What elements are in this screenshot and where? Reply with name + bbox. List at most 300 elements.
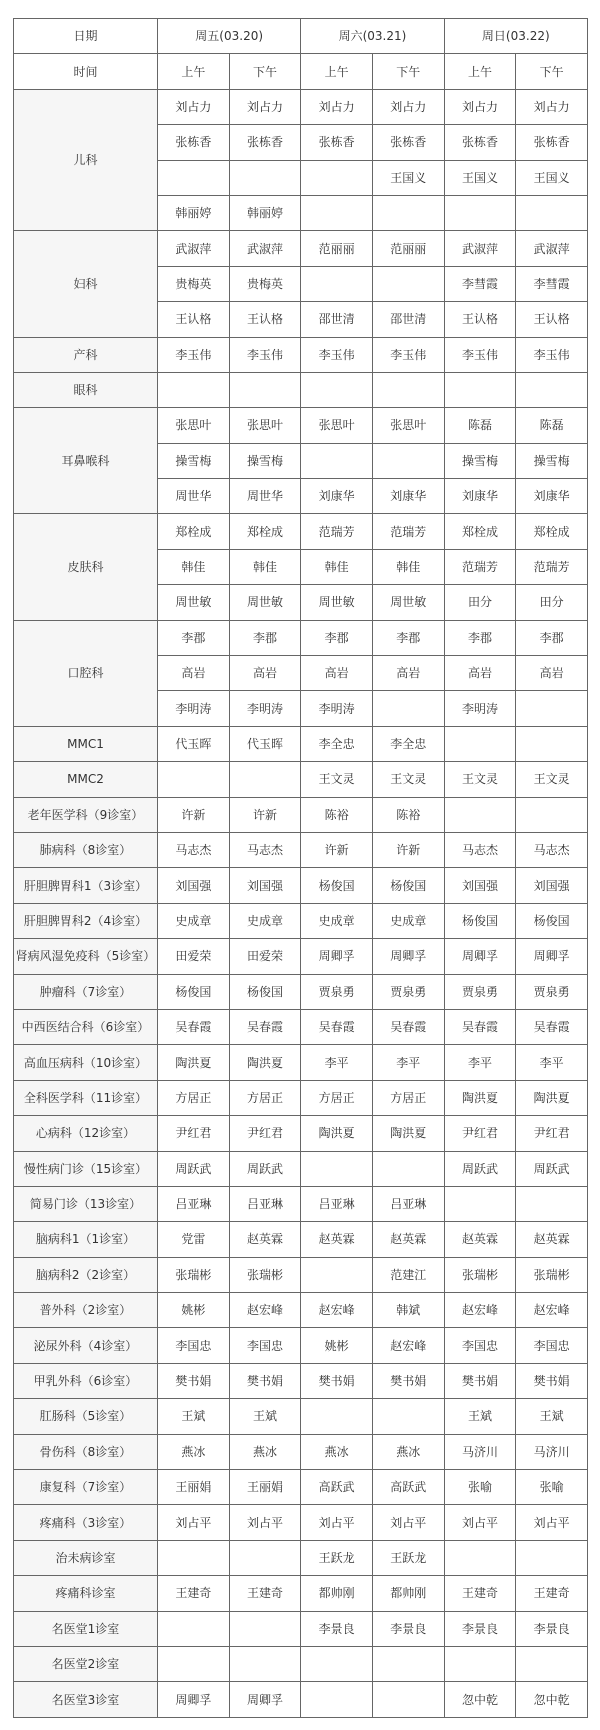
doctor-cell: 杨俊国 xyxy=(158,974,230,1009)
doctor-cell: 都帅刚 xyxy=(301,1576,373,1611)
department-name: 骨伤科（8诊室） xyxy=(14,1434,158,1469)
department-name: 眼科 xyxy=(14,372,158,407)
doctor-cell: 忽中乾 xyxy=(444,1682,516,1717)
doctor-cell: 李郡 xyxy=(301,620,373,655)
department-name: 肺病科（8诊室） xyxy=(14,832,158,867)
doctor-cell: 刘康华 xyxy=(372,479,444,514)
day-header-fri: 周五(03.20) xyxy=(158,19,301,54)
doctor-cell: 李玉伟 xyxy=(229,337,301,372)
doctor-cell: 刘国强 xyxy=(158,868,230,903)
doctor-cell: 周跃武 xyxy=(516,1151,588,1186)
table-row xyxy=(14,1540,588,1575)
schedule-container xyxy=(13,18,588,1718)
doctor-cell: 吕亚琳 xyxy=(372,1186,444,1221)
doctor-cell: 李全忠 xyxy=(372,726,444,761)
doctor-cell xyxy=(158,1646,230,1681)
doctor-cell xyxy=(158,372,230,407)
doctor-cell xyxy=(372,372,444,407)
doctor-cell: 尹红君 xyxy=(516,1116,588,1151)
doctor-cell: 王建奇 xyxy=(158,1576,230,1611)
doctor-cell: 燕冰 xyxy=(301,1434,373,1469)
doctor-cell: 刘国强 xyxy=(229,868,301,903)
department-name: 肾病风湿免疫科（5诊室） xyxy=(14,939,158,974)
doctor-cell: 田爱荣 xyxy=(229,939,301,974)
slot-header: 下午 xyxy=(516,54,588,89)
doctor-cell: 杨俊国 xyxy=(301,868,373,903)
table-row xyxy=(14,408,588,443)
department-name: 甲乳外科（6诊室） xyxy=(14,1363,158,1398)
doctor-cell: 忽中乾 xyxy=(516,1682,588,1717)
doctor-cell: 陈裕 xyxy=(372,797,444,832)
department-name: 中西医结合科（6诊室） xyxy=(14,1009,158,1044)
doctor-cell: 张瑞彬 xyxy=(444,1257,516,1292)
doctor-cell: 李郡 xyxy=(158,620,230,655)
department-name: 名医堂3诊室 xyxy=(14,1682,158,1717)
doctor-cell: 尹红君 xyxy=(229,1116,301,1151)
doctor-cell: 马志杰 xyxy=(229,832,301,867)
doctor-cell xyxy=(516,1540,588,1575)
doctor-cell: 刘康华 xyxy=(444,479,516,514)
slot-header: 下午 xyxy=(372,54,444,89)
doctor-cell xyxy=(444,195,516,230)
doctor-cell: 范瑞芳 xyxy=(516,549,588,584)
doctor-cell: 范建江 xyxy=(372,1257,444,1292)
doctor-cell xyxy=(229,1611,301,1646)
doctor-cell: 方居正 xyxy=(158,1080,230,1115)
doctor-cell: 高岩 xyxy=(158,656,230,691)
doctor-cell xyxy=(301,443,373,478)
doctor-cell: 王斌 xyxy=(444,1399,516,1434)
doctor-cell xyxy=(301,1646,373,1681)
doctor-cell: 李国忠 xyxy=(516,1328,588,1363)
department-name: 高血压病科（10诊室） xyxy=(14,1045,158,1080)
table-row xyxy=(14,797,588,832)
doctor-cell: 韩丽婷 xyxy=(158,195,230,230)
doctor-cell: 刘占平 xyxy=(516,1505,588,1540)
doctor-cell: 张思叶 xyxy=(301,408,373,443)
doctor-cell: 赵宏峰 xyxy=(372,1328,444,1363)
doctor-cell: 张栋香 xyxy=(229,125,301,160)
doctor-cell: 都帅刚 xyxy=(372,1576,444,1611)
table-row xyxy=(14,372,588,407)
doctor-cell xyxy=(372,443,444,478)
doctor-cell: 韩斌 xyxy=(372,1293,444,1328)
doctor-cell: 马志杰 xyxy=(158,832,230,867)
doctor-cell: 李景良 xyxy=(516,1611,588,1646)
doctor-cell: 李平 xyxy=(372,1045,444,1080)
doctor-cell: 周卿孚 xyxy=(444,939,516,974)
doctor-cell xyxy=(158,1540,230,1575)
doctor-cell xyxy=(301,372,373,407)
doctor-cell: 王文灵 xyxy=(516,762,588,797)
doctor-cell xyxy=(229,160,301,195)
doctor-cell: 张瑞彬 xyxy=(229,1257,301,1292)
doctor-cell xyxy=(301,195,373,230)
doctor-cell: 赵宏峰 xyxy=(444,1293,516,1328)
doctor-cell xyxy=(301,1257,373,1292)
doctor-cell xyxy=(301,1151,373,1186)
doctor-cell: 高跃武 xyxy=(372,1470,444,1505)
doctor-cell: 杨俊国 xyxy=(444,903,516,938)
table-row xyxy=(14,726,588,761)
doctor-cell: 张喻 xyxy=(444,1470,516,1505)
doctor-cell: 樊书娟 xyxy=(158,1363,230,1398)
doctor-cell: 贵梅英 xyxy=(229,266,301,301)
doctor-cell: 田爱荣 xyxy=(158,939,230,974)
doctor-cell: 周世敏 xyxy=(372,585,444,620)
time-label: 时间 xyxy=(14,54,158,89)
doctor-cell: 方居正 xyxy=(301,1080,373,1115)
doctor-cell: 郑栓成 xyxy=(229,514,301,549)
department-name: 肿瘤科（7诊室） xyxy=(14,974,158,1009)
doctor-cell: 范瑞芳 xyxy=(372,514,444,549)
doctor-cell: 李明涛 xyxy=(301,691,373,726)
time-header-row xyxy=(14,54,588,89)
doctor-cell: 张瑞彬 xyxy=(158,1257,230,1292)
department-name: 疼痛科（3诊室） xyxy=(14,1505,158,1540)
table-row xyxy=(14,1257,588,1292)
doctor-cell: 马志杰 xyxy=(444,832,516,867)
doctor-cell: 周跃武 xyxy=(444,1151,516,1186)
doctor-cell: 李明涛 xyxy=(229,691,301,726)
doctor-cell: 李郡 xyxy=(516,620,588,655)
doctor-cell: 王文灵 xyxy=(444,762,516,797)
doctor-cell: 刘占力 xyxy=(444,89,516,124)
slot-header: 上午 xyxy=(444,54,516,89)
doctor-cell: 王文灵 xyxy=(372,762,444,797)
doctor-cell: 武淑萍 xyxy=(444,231,516,266)
doctor-cell: 燕冰 xyxy=(158,1434,230,1469)
doctor-cell: 李明涛 xyxy=(158,691,230,726)
doctor-cell xyxy=(301,1682,373,1717)
doctor-cell: 刘占平 xyxy=(301,1505,373,1540)
doctor-cell: 王国义 xyxy=(372,160,444,195)
doctor-cell: 王跃龙 xyxy=(301,1540,373,1575)
doctor-cell: 李景良 xyxy=(444,1611,516,1646)
doctor-cell: 李平 xyxy=(301,1045,373,1080)
doctor-cell: 周卿孚 xyxy=(372,939,444,974)
doctor-cell: 王建奇 xyxy=(516,1576,588,1611)
doctor-cell: 周世敏 xyxy=(158,585,230,620)
doctor-cell: 操雪梅 xyxy=(444,443,516,478)
doctor-cell: 张喻 xyxy=(516,1470,588,1505)
doctor-cell xyxy=(516,1646,588,1681)
doctor-cell: 范丽丽 xyxy=(372,231,444,266)
doctor-cell: 刘占力 xyxy=(158,89,230,124)
doctor-cell: 张栋香 xyxy=(516,125,588,160)
doctor-cell xyxy=(372,1399,444,1434)
doctor-cell: 吕亚琳 xyxy=(158,1186,230,1221)
doctor-cell: 方居正 xyxy=(372,1080,444,1115)
table-row xyxy=(14,1222,588,1257)
doctor-cell xyxy=(444,797,516,832)
department-name: 脑病科1（1诊室） xyxy=(14,1222,158,1257)
doctor-cell: 王认格 xyxy=(444,302,516,337)
doctor-cell: 贾泉勇 xyxy=(301,974,373,1009)
department-name: 肝胆脾胃科2（4诊室） xyxy=(14,903,158,938)
table-row xyxy=(14,1576,588,1611)
doctor-cell: 李玉伟 xyxy=(372,337,444,372)
day-header-sat: 周六(03.21) xyxy=(301,19,444,54)
doctor-cell: 张栋香 xyxy=(301,125,373,160)
doctor-cell: 王斌 xyxy=(158,1399,230,1434)
doctor-cell: 刘占平 xyxy=(229,1505,301,1540)
doctor-cell: 史成章 xyxy=(158,903,230,938)
table-row xyxy=(14,1611,588,1646)
doctor-cell: 李国忠 xyxy=(158,1328,230,1363)
doctor-cell: 张栋香 xyxy=(372,125,444,160)
table-row xyxy=(14,1682,588,1717)
doctor-cell: 李郡 xyxy=(372,620,444,655)
doctor-cell: 高岩 xyxy=(229,656,301,691)
doctor-cell: 田分 xyxy=(444,585,516,620)
table-row xyxy=(14,903,588,938)
doctor-cell: 赵英霖 xyxy=(444,1222,516,1257)
doctor-cell: 王认格 xyxy=(158,302,230,337)
table-row xyxy=(14,1328,588,1363)
doctor-cell: 刘占力 xyxy=(229,89,301,124)
doctor-cell: 陈磊 xyxy=(516,408,588,443)
doctor-cell xyxy=(229,1646,301,1681)
doctor-cell: 樊书娟 xyxy=(372,1363,444,1398)
doctor-cell: 方居正 xyxy=(229,1080,301,1115)
doctor-cell xyxy=(301,266,373,301)
doctor-cell: 高岩 xyxy=(516,656,588,691)
doctor-cell xyxy=(301,160,373,195)
doctor-cell: 王认格 xyxy=(516,302,588,337)
doctor-cell xyxy=(444,1540,516,1575)
doctor-cell xyxy=(516,797,588,832)
doctor-cell: 周跃武 xyxy=(158,1151,230,1186)
slot-header: 下午 xyxy=(229,54,301,89)
doctor-cell: 李明涛 xyxy=(444,691,516,726)
doctor-cell: 张瑞彬 xyxy=(516,1257,588,1292)
doctor-cell: 武淑萍 xyxy=(229,231,301,266)
doctor-cell: 操雪梅 xyxy=(158,443,230,478)
department-name: 耳鼻喉科 xyxy=(14,408,158,514)
table-row xyxy=(14,1505,588,1540)
table-row xyxy=(14,762,588,797)
doctor-cell: 吴春霞 xyxy=(158,1009,230,1044)
doctor-cell: 贵梅英 xyxy=(158,266,230,301)
doctor-cell: 王斌 xyxy=(229,1399,301,1434)
doctor-cell: 韩佳 xyxy=(301,549,373,584)
doctor-cell: 李景良 xyxy=(372,1611,444,1646)
doctor-cell: 陶洪夏 xyxy=(301,1116,373,1151)
slot-header: 上午 xyxy=(301,54,373,89)
doctor-cell: 高岩 xyxy=(444,656,516,691)
doctor-cell: 邵世清 xyxy=(372,302,444,337)
doctor-cell: 樊书娟 xyxy=(444,1363,516,1398)
doctor-cell: 周世敏 xyxy=(229,585,301,620)
schedule-body xyxy=(14,89,588,1717)
doctor-cell: 周世敏 xyxy=(301,585,373,620)
doctor-cell: 周跃武 xyxy=(229,1151,301,1186)
doctor-cell: 李平 xyxy=(516,1045,588,1080)
doctor-cell: 李国忠 xyxy=(444,1328,516,1363)
table-row xyxy=(14,832,588,867)
doctor-cell: 刘占平 xyxy=(372,1505,444,1540)
table-row xyxy=(14,1363,588,1398)
doctor-cell xyxy=(158,160,230,195)
doctor-cell: 王文灵 xyxy=(301,762,373,797)
table-row xyxy=(14,1080,588,1115)
doctor-cell: 刘康华 xyxy=(516,479,588,514)
doctor-cell: 王跃龙 xyxy=(372,1540,444,1575)
doctor-cell xyxy=(516,726,588,761)
doctor-cell xyxy=(372,691,444,726)
duty-schedule-table xyxy=(13,18,588,1718)
doctor-cell: 王丽娟 xyxy=(229,1470,301,1505)
doctor-cell xyxy=(229,1540,301,1575)
doctor-cell xyxy=(372,195,444,230)
doctor-cell xyxy=(444,726,516,761)
doctor-cell: 陈裕 xyxy=(301,797,373,832)
doctor-cell: 李彗霞 xyxy=(516,266,588,301)
doctor-cell: 姚彬 xyxy=(301,1328,373,1363)
doctor-cell: 高跃武 xyxy=(301,1470,373,1505)
doctor-cell: 周世华 xyxy=(158,479,230,514)
table-row xyxy=(14,337,588,372)
doctor-cell: 刘占力 xyxy=(516,89,588,124)
doctor-cell: 李国忠 xyxy=(229,1328,301,1363)
doctor-cell: 李彗霞 xyxy=(444,266,516,301)
department-name: 肝胆脾胃科1（3诊室） xyxy=(14,868,158,903)
doctor-cell: 韩佳 xyxy=(372,549,444,584)
doctor-cell: 尹红君 xyxy=(444,1116,516,1151)
doctor-cell: 樊书娟 xyxy=(229,1363,301,1398)
date-label: 日期 xyxy=(14,19,158,54)
table-row xyxy=(14,974,588,1009)
doctor-cell: 赵英霖 xyxy=(372,1222,444,1257)
table-row xyxy=(14,620,588,655)
department-name: 疼痛科诊室 xyxy=(14,1576,158,1611)
department-name: 普外科（2诊室） xyxy=(14,1293,158,1328)
doctor-cell: 刘占力 xyxy=(372,89,444,124)
doctor-cell: 贾泉勇 xyxy=(372,974,444,1009)
doctor-cell: 赵英霖 xyxy=(516,1222,588,1257)
doctor-cell: 王建奇 xyxy=(444,1576,516,1611)
doctor-cell: 陶洪夏 xyxy=(444,1080,516,1115)
doctor-cell xyxy=(444,1186,516,1221)
doctor-cell: 燕冰 xyxy=(372,1434,444,1469)
doctor-cell: 燕冰 xyxy=(229,1434,301,1469)
doctor-cell: 陶洪夏 xyxy=(516,1080,588,1115)
doctor-cell: 张栋香 xyxy=(444,125,516,160)
department-name: 康复科（7诊室） xyxy=(14,1470,158,1505)
doctor-cell xyxy=(516,691,588,726)
day-header-sun: 周日(03.22) xyxy=(444,19,587,54)
department-name: 儿科 xyxy=(14,89,158,231)
department-name: 全科医学科（11诊室） xyxy=(14,1080,158,1115)
table-row xyxy=(14,1151,588,1186)
department-name: 口腔科 xyxy=(14,620,158,726)
doctor-cell: 操雪梅 xyxy=(516,443,588,478)
doctor-cell: 姚彬 xyxy=(158,1293,230,1328)
doctor-cell: 郑栓成 xyxy=(158,514,230,549)
doctor-cell: 许新 xyxy=(301,832,373,867)
table-row xyxy=(14,1434,588,1469)
department-name: MMC2 xyxy=(14,762,158,797)
doctor-cell: 李全忠 xyxy=(301,726,373,761)
department-name: 名医堂1诊室 xyxy=(14,1611,158,1646)
doctor-cell: 操雪梅 xyxy=(229,443,301,478)
doctor-cell: 赵宏峰 xyxy=(301,1293,373,1328)
doctor-cell: 周卿孚 xyxy=(301,939,373,974)
doctor-cell: 刘占平 xyxy=(158,1505,230,1540)
doctor-cell: 武淑萍 xyxy=(158,231,230,266)
doctor-cell: 田分 xyxy=(516,585,588,620)
department-name: 慢性病门诊（15诊室） xyxy=(14,1151,158,1186)
doctor-cell: 陶洪夏 xyxy=(229,1045,301,1080)
department-name: 肛肠科（5诊室） xyxy=(14,1399,158,1434)
doctor-cell: 尹红君 xyxy=(158,1116,230,1151)
doctor-cell: 李玉伟 xyxy=(158,337,230,372)
doctor-cell: 赵宏峰 xyxy=(229,1293,301,1328)
doctor-cell: 刘占力 xyxy=(301,89,373,124)
department-name: 皮肤科 xyxy=(14,514,158,620)
doctor-cell: 赵英霖 xyxy=(301,1222,373,1257)
department-name: 泌尿外科（4诊室） xyxy=(14,1328,158,1363)
doctor-cell: 张思叶 xyxy=(229,408,301,443)
doctor-cell: 陶洪夏 xyxy=(372,1116,444,1151)
department-name: 老年医学科（9诊室） xyxy=(14,797,158,832)
doctor-cell xyxy=(229,372,301,407)
doctor-cell: 周卿孚 xyxy=(229,1682,301,1717)
date-header-row xyxy=(14,19,588,54)
table-row xyxy=(14,1009,588,1044)
doctor-cell: 杨俊国 xyxy=(229,974,301,1009)
doctor-cell: 赵宏峰 xyxy=(516,1293,588,1328)
table-row xyxy=(14,231,588,266)
doctor-cell xyxy=(158,1611,230,1646)
doctor-cell: 周卿孚 xyxy=(158,1682,230,1717)
doctor-cell xyxy=(372,266,444,301)
department-name: 名医堂2诊室 xyxy=(14,1646,158,1681)
doctor-cell: 吴春霞 xyxy=(301,1009,373,1044)
doctor-cell xyxy=(444,372,516,407)
doctor-cell: 武淑萍 xyxy=(516,231,588,266)
doctor-cell: 贾泉勇 xyxy=(516,974,588,1009)
department-name: 简易门诊（13诊室） xyxy=(14,1186,158,1221)
doctor-cell: 李平 xyxy=(444,1045,516,1080)
doctor-cell: 王建奇 xyxy=(229,1576,301,1611)
doctor-cell: 马志杰 xyxy=(516,832,588,867)
doctor-cell: 张思叶 xyxy=(158,408,230,443)
doctor-cell: 范丽丽 xyxy=(301,231,373,266)
table-row xyxy=(14,868,588,903)
doctor-cell: 史成章 xyxy=(301,903,373,938)
doctor-cell: 邵世清 xyxy=(301,302,373,337)
doctor-cell: 代玉晖 xyxy=(229,726,301,761)
table-row xyxy=(14,1399,588,1434)
doctor-cell: 马济川 xyxy=(444,1434,516,1469)
doctor-cell xyxy=(372,1151,444,1186)
doctor-cell: 范瑞芳 xyxy=(301,514,373,549)
doctor-cell: 代玉晖 xyxy=(158,726,230,761)
table-row xyxy=(14,1116,588,1151)
table-row xyxy=(14,1045,588,1080)
doctor-cell: 刘国强 xyxy=(444,868,516,903)
doctor-cell: 樊书娟 xyxy=(301,1363,373,1398)
table-row xyxy=(14,939,588,974)
doctor-cell: 许新 xyxy=(229,797,301,832)
doctor-cell: 高岩 xyxy=(372,656,444,691)
doctor-cell: 陶洪夏 xyxy=(158,1045,230,1080)
department-name: MMC1 xyxy=(14,726,158,761)
doctor-cell: 郑栓成 xyxy=(516,514,588,549)
slot-header: 上午 xyxy=(158,54,230,89)
